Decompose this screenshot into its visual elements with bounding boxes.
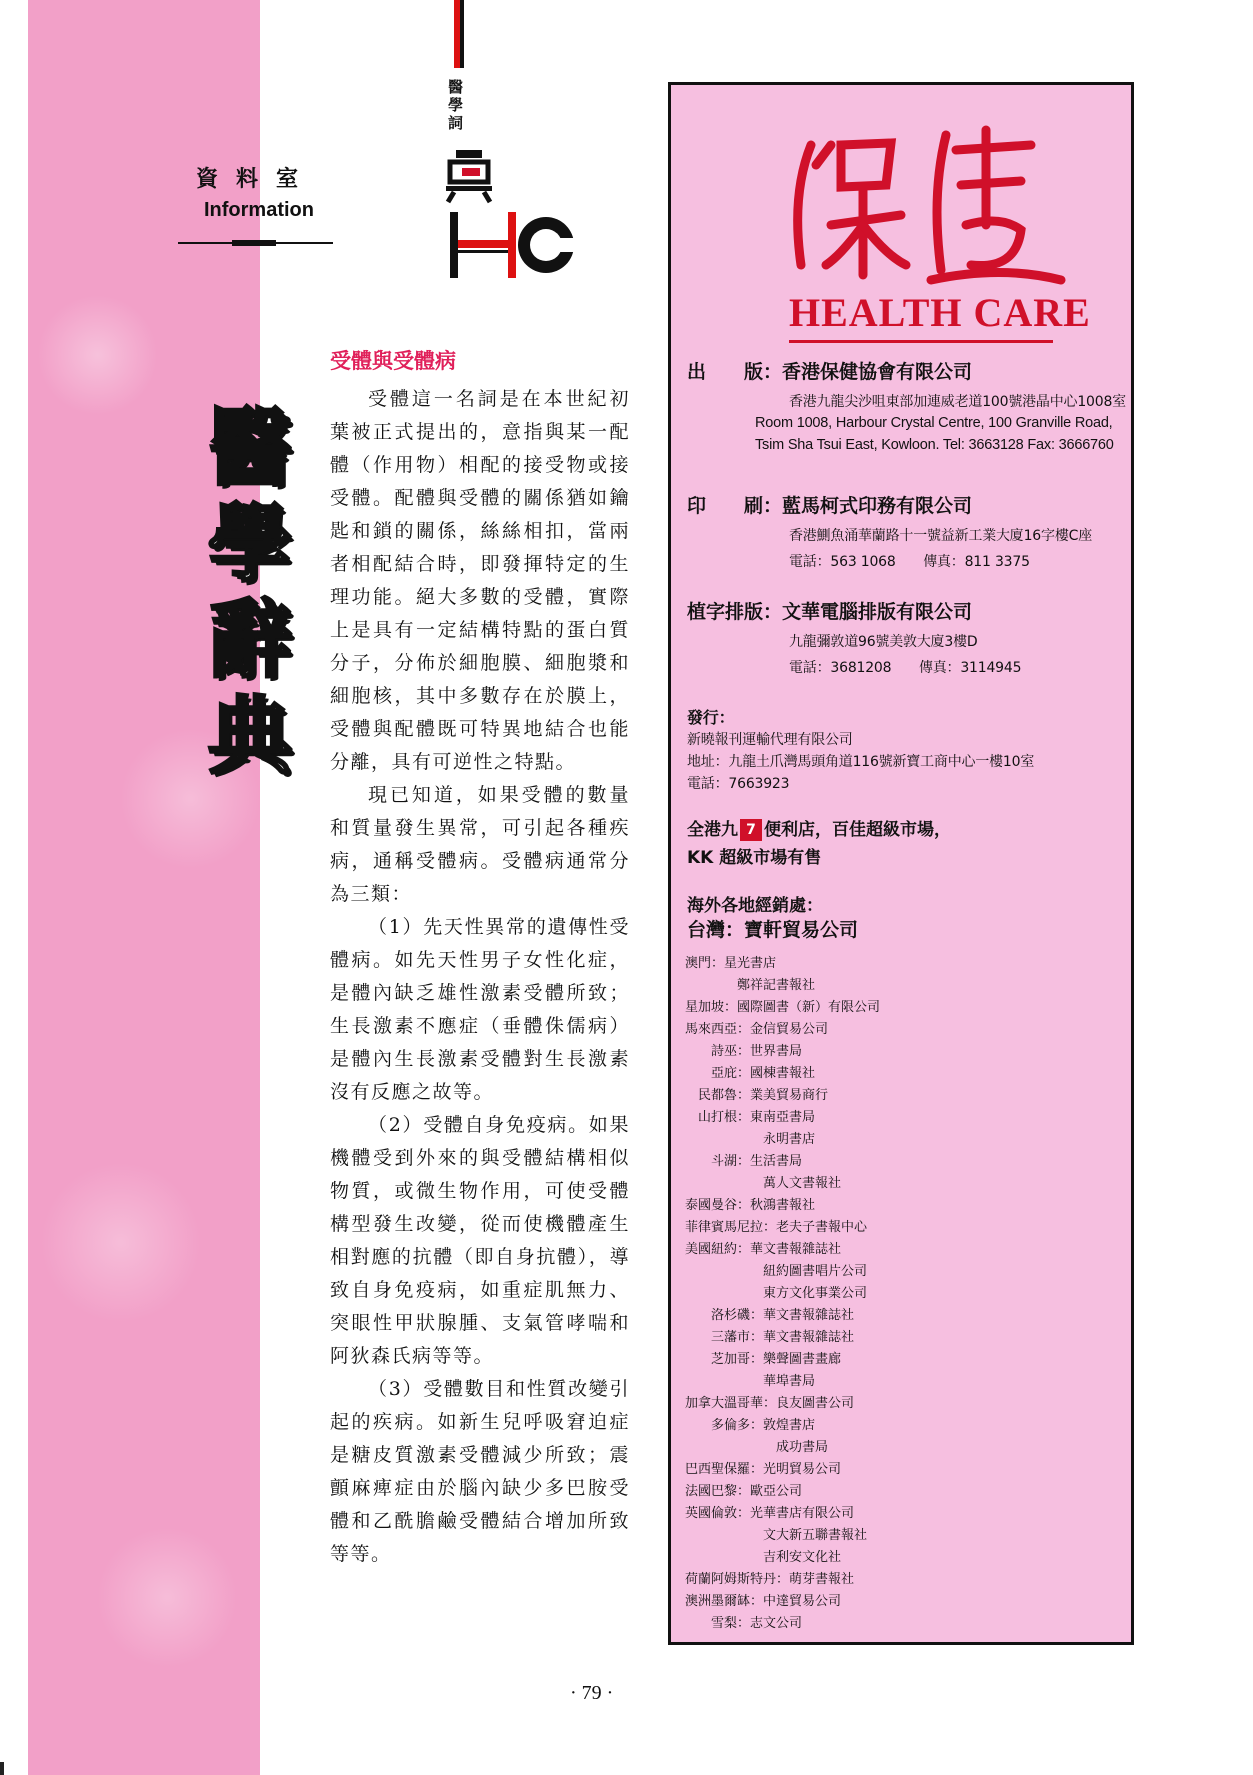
article-title: 受體與受體病 [330, 349, 456, 373]
overseas-item: 民都魯：業美貿易商行 [685, 1088, 829, 1103]
retail-line-2: KK 超級市場有售 [687, 848, 822, 868]
overseas-item: 荷蘭阿姆斯特丹：萌芽書報社 [685, 1572, 855, 1587]
big-title-char: 辭 [207, 591, 292, 689]
distribution-company: 新曉報刊運輸代理有限公司 [687, 732, 853, 748]
section-divider-accent [232, 240, 276, 246]
page-margin [0, 0, 28, 1775]
overseas-item: 菲律賓馬尼拉：老夫子書報中心 [685, 1220, 868, 1235]
article-paragraph: 現已知道，如果受體的數量和質量發生異常，可引起各種疾病，通稱受體病。受體病通常分為三類： [330, 784, 630, 905]
vertical-label: 醫學詞 [448, 78, 464, 132]
overseas-item: 雪梨：志文公司 [685, 1616, 803, 1631]
article-paragraph: （2）受體自身免疫病。如果機體受到外來的與受體結構相似物質，或微生物作用，可使受體構型發生改變，從而使機體產生相對應的抗體（即自身抗體），導致自身免疫病，如重症肌無力、突眼性甲狀腺腫、支氣管哮喘和阿狄森氏病等等。 [330, 1114, 630, 1367]
overseas-item: 東方文化事業公司 [685, 1286, 868, 1301]
overseas-item: 萬人文書報社 [685, 1176, 842, 1191]
publisher-row [687, 357, 972, 384]
scan-mark [0, 1762, 4, 1775]
overseas-item: 澳門：星光書店 [685, 956, 777, 971]
publisher-label: 出 版： [687, 361, 783, 383]
distribution-label: 發行： [687, 708, 735, 727]
distribution-address: 地址：九龍土爪灣馬頭角道116號新寶工商中心一樓10室 [687, 754, 1035, 770]
printer-label: 印 刷： [687, 495, 783, 517]
seven-eleven-logo-icon: 7 [740, 819, 762, 841]
printer-phone: 電話：563 1068 傳真：811 3375 [789, 554, 1030, 570]
overseas-item: 詩巫：世界書局 [685, 1044, 803, 1059]
overseas-item: 星加坡：國際圖書（新）有限公司 [685, 1000, 881, 1015]
publisher-name: 香港保健協會有限公司 [782, 361, 973, 383]
magazine-name-underline [789, 340, 1053, 343]
retail-line-1-a: 全港九 [687, 820, 738, 840]
overseas-item: 吉利安文化社 [685, 1550, 842, 1565]
section-header [178, 162, 338, 222]
overseas-item: 山打根：東南亞書局 [685, 1110, 816, 1125]
overseas-item: 泰國曼谷：秋鴻書報社 [685, 1198, 816, 1213]
article-paragraph: （1）先天性異常的遺傳性受體病。如先天性男子女性化症，是體內缺乏雄性激素受體所致；生長激素不應症（垂體侏儒病）是體內生長激素受體對生長激素沒有反應之故等。 [330, 916, 630, 1103]
masthead-box [668, 82, 1134, 1645]
overseas-item: 澳洲墨爾缽：中達貿易公司 [685, 1594, 842, 1609]
typeset-name: 文華電腦排版有限公司 [782, 601, 973, 623]
big-title-char: 學 [207, 495, 292, 593]
overseas-item: 多倫多：敦煌書店 [685, 1418, 816, 1433]
overseas-list [685, 953, 1125, 1635]
decorative-pink-strip [28, 0, 260, 1775]
hc-logo-icon [446, 210, 586, 280]
big-title-char: 典 [207, 687, 292, 785]
overseas-label: 海外各地經銷處： [687, 896, 823, 916]
overseas-item: 洛杉磯：華文書報雜誌社 [685, 1308, 855, 1323]
overseas-item: 英國倫敦：光華書店有限公司 [685, 1506, 855, 1521]
printer-row [687, 491, 972, 518]
column-glyph-icon [444, 150, 494, 202]
typeset-address: 九龍彌敦道96號美敦大廈3樓D [789, 634, 978, 650]
article-paragraph: 受體這一名詞是在本世紀初葉被正式提出的，意指與某一配體（作用物）相配的接受物或接受體。配體與受體的關係猶如鑰匙和鎖的關係，絲絲相扣，當兩者相配結合時，即發揮特定的生理功能。絕大多數的受體，實際上是具有一定結構特點的蛋白質分子，分佈於細胞膜、細胞漿和細胞核，其中多數存在於膜上，受體與配體既可特異地結合也能分離，具有可逆性之特點。 [330, 388, 630, 773]
overseas-item: 美國紐約：華文書報雜誌社 [685, 1242, 842, 1257]
overseas-item: 文大新五聯書報社 [685, 1528, 868, 1543]
section-label-en: Information [204, 199, 314, 221]
printer-name: 藍馬柯式印務有限公司 [782, 495, 973, 517]
publisher-address-en-2: Tsim Sha Tsui East, Kowloon. Tel: 3663128 Fax: 3666760 [755, 437, 1114, 453]
distribution-phone: 電話：7663923 [687, 776, 790, 792]
overseas-item: 馬來西亞：金信貿易公司 [685, 1022, 829, 1037]
publisher-address-en-1: Room 1008, Harbour Crystal Centre, 100 Granville Road, [755, 415, 1113, 431]
overseas-item: 華埠書局 [685, 1374, 816, 1389]
page-number: · 79 · [570, 1682, 614, 1704]
article [330, 345, 630, 1571]
taiwan-distributor: 台灣：寶軒貿易公司 [687, 919, 859, 941]
overseas-item: 巴西聖保羅：光明貿易公司 [685, 1462, 842, 1477]
health-care-calligraphy-logo [771, 90, 1071, 295]
typeset-phone: 電話：3681208 傳真：3114945 [789, 660, 1022, 676]
vertical-black-bar [460, 0, 464, 68]
typeset-label: 植字排版： [687, 601, 783, 623]
overseas-item: 紐約圖書唱片公司 [685, 1264, 868, 1279]
overseas-item: 加拿大溫哥華：良友圖書公司 [685, 1396, 855, 1411]
retail-line-1 [687, 815, 951, 841]
publisher-address-cn: 香港九龍尖沙咀東部加連威老道100號港晶中心1008室 [789, 394, 1126, 410]
overseas-item: 永明書店 [685, 1132, 816, 1147]
retail-line-1-b: 便利店，百佳超級市場， [764, 820, 951, 840]
big-title [200, 400, 300, 784]
logo-text: 保健 [771, 90, 804, 109]
printer-address: 香港鰂魚涌華蘭路十一號益新工業大廈16字樓C座 [789, 528, 1092, 544]
article-paragraph: （3）受體數目和性質改變引起的疾病。如新生兒呼吸窘迫症是糖皮質激素受體減少所致；震顫麻痺症由於腦內缺少多巴胺受體和乙酰膽鹼受體結合增加所致等等。 [330, 1378, 630, 1565]
overseas-item: 成功書局 [685, 1440, 829, 1455]
big-title-char: 醫 [207, 399, 292, 497]
overseas-item: 斗湖：生活書局 [685, 1154, 803, 1169]
overseas-item: 法國巴黎：歐亞公司 [685, 1484, 803, 1499]
overseas-item: 芝加哥：樂聲圖書畫廊 [685, 1352, 842, 1367]
magazine-name-en: HEALTH CARE [789, 290, 1091, 335]
section-label-cn: 資料室 [196, 167, 317, 192]
overseas-item: 三藩市：華文書報雜誌社 [685, 1330, 855, 1345]
overseas-item: 亞庇：國棟書報社 [685, 1066, 816, 1081]
overseas-item: 鄭祥記書報社 [685, 978, 816, 993]
typeset-row [687, 597, 972, 624]
